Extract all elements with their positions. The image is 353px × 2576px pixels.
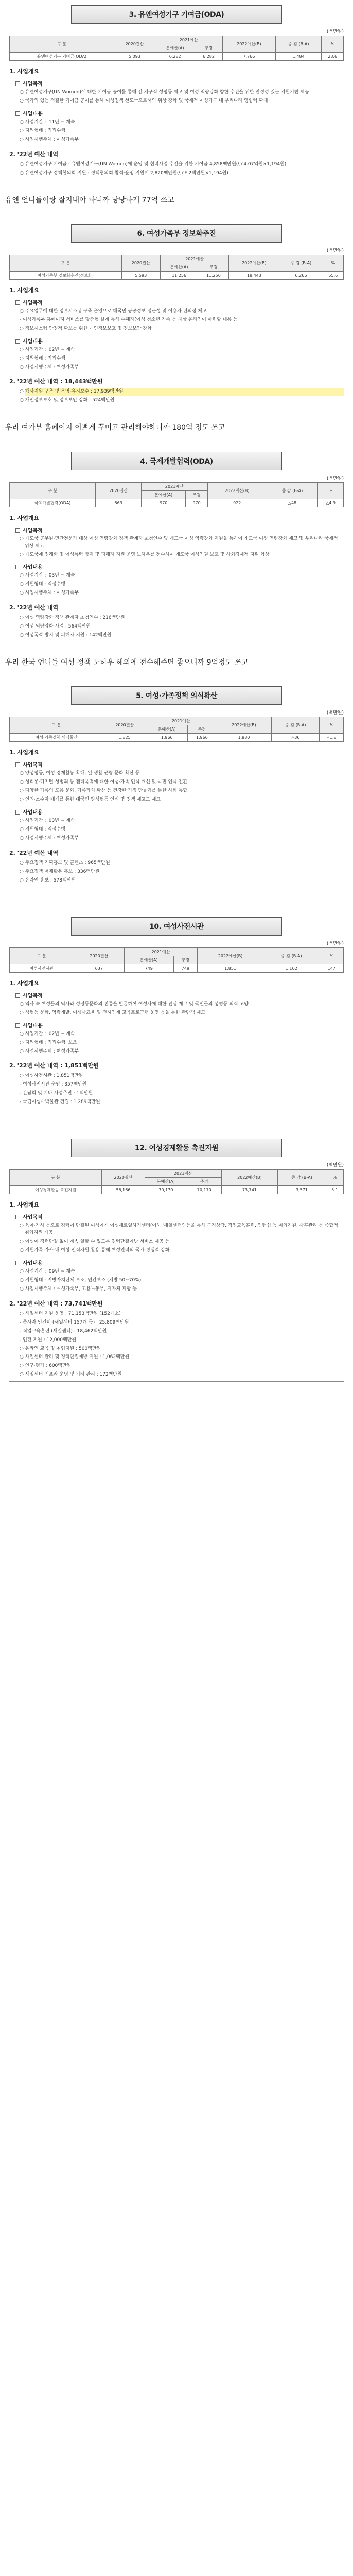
table-cell: △36 [272, 734, 320, 742]
table-cell: 6,266 [279, 271, 323, 279]
item: ○ 사업기간 : '09년 ~ 계속 [20, 1268, 75, 1274]
sec-title: 1. 사업개요 [9, 1201, 40, 1209]
table-cell: 18,443 [229, 271, 279, 279]
item: ○ 양성평등, 여성 경제활동 확대, 일·생활 균형 문화 확산 등 [20, 771, 140, 776]
item: ○ 새일센터 인프라 운영 및 기타 관리 : 172백만원 [20, 1372, 122, 1378]
table-cell: 970 [142, 499, 186, 507]
sec-title: 2. '22년 예산 내역 [9, 849, 59, 856]
table-cell: 70,170 [187, 1186, 221, 1194]
sec-title: 2. '22년 예산 내역 [9, 150, 59, 158]
item: ○ 사업기간 : '02년 ~ 계속 [20, 1031, 75, 1037]
table-cell: 5,593 [121, 271, 160, 279]
item: ○ 지원형태 : 직접수행, 보조 [20, 1040, 78, 1045]
section-4-oda [0, 447, 353, 646]
table-header-cell: 추경 [198, 263, 229, 271]
table-header-cell: % [326, 1170, 343, 1186]
caption-1: 유엔 언니들이랑 잘지내야 하니까 낭낭하게 77억 쓰고 [5, 196, 174, 205]
item: - 여성사전시관 운영 : 357백만원 [20, 1082, 87, 1088]
table-cell: 11,256 [160, 271, 198, 279]
checkbox-icon [15, 1023, 20, 1028]
table-cell: 국제개발협력(ODA) [10, 499, 96, 507]
table-header-cell: 본예산(A) [124, 956, 173, 964]
item: ○ 주요정책 매체활용 홍보 : 336백만원 [20, 869, 100, 874]
unitrow [9, 1161, 344, 1168]
table-cell: 23.6 [322, 53, 344, 61]
table-header-cell: 구 분 [10, 1170, 102, 1186]
table-cell: △1.8 [320, 734, 344, 742]
item: ○ 주요업무에 대한 정보시스템 구축·운영으로 대국민 공공정보 접근성 및 이용자 편의성 제고 [20, 308, 207, 314]
item: ○ 주요정책 기획홍보 및 콘텐츠 : 965백만원 [20, 860, 110, 866]
table-header-cell: 구 분 [10, 482, 96, 499]
table-header-cell: 2022예산(B) [221, 1170, 277, 1186]
item: ○ 유엔여성기구 정책협의회 지원 : 정책협의회 참석·운영 지원비 2,820백만원(\'\'F 2백만원×1,194원) [20, 170, 228, 176]
table-header-cell: 2021예산 [155, 36, 222, 44]
table-header-cell: 2021예산 [142, 482, 208, 490]
sub-title: 사업목적 [15, 298, 344, 306]
checkbox-icon [15, 565, 20, 569]
checkbox-icon [15, 339, 20, 344]
budget-table [9, 947, 344, 973]
item: ○ 사업시행주체 : 여성가족부 [20, 836, 79, 841]
item: ○ 지원형태 : 지방자치단체 보조, 민간보조 (지방 50~70%) [20, 1277, 142, 1283]
footer-bar [9, 1381, 344, 1382]
table-cell: 563 [96, 499, 142, 507]
table-cell: 55.6 [323, 271, 343, 279]
item: ○ 여성폭력 방지 및 피해자 지원 : 142백만원 [20, 633, 112, 638]
table-cell: 1,825 [103, 734, 146, 742]
item: - 종사자 인건비 (새일센터 157개 등) : 25,809백만원 [20, 1319, 129, 1325]
table-cell: 6,282 [195, 53, 222, 61]
table-cell: 1,966 [188, 734, 216, 742]
item: ○ 여성 역량강화 정책 관계자 초청연수 : 216백만원 [20, 615, 125, 621]
sub-title: 사업목적 [15, 1213, 344, 1221]
table-cell: 여성경제활동 촉진지원 [10, 1186, 102, 1194]
sub-title: 사업내용 [15, 808, 344, 816]
item: ○ 정보시스템 안정적 확보를 위한 개인정보보호 및 정보보안 강화 [20, 326, 152, 331]
text: (백만원) [326, 29, 344, 35]
item: ○ 행사지원 구축 및 운영·유지보수 : 17,939백만원 [25, 388, 344, 396]
table-cell: 여성사전시관 [10, 964, 74, 972]
table-header-cell: 2021예산 [145, 1170, 221, 1178]
checkbox-icon [15, 993, 20, 998]
checkbox-icon [15, 300, 20, 305]
sub-title: 사업목적 [15, 79, 344, 87]
budget-table [9, 482, 344, 507]
table-cell: 여성·가족정책 의식확산 [10, 734, 103, 742]
table-cell: 73,741 [221, 1186, 277, 1194]
table-header-cell: 2020결산 [74, 947, 124, 964]
sub-title: 사업목적 [15, 760, 344, 768]
table-header-cell: 본예산(A) [145, 1178, 187, 1186]
item: ○ 지원형태 : 직접수행 [20, 128, 66, 133]
item: ○ 지원형태 : 직접수행 [20, 355, 66, 361]
item: ○ 새일센터 관리 및 경력단절예방 지원 : 1,062백만원 [20, 1354, 130, 1360]
item: ○ 개도국에 정례화 및 여성폭력 방지 및 피해자 지원 운영 노하우를 전수하여 개도국 여성인권 보호 및 사회경제적 지위 향상 [20, 552, 270, 557]
section-10-herstory [0, 912, 353, 1113]
text: (백만원) [326, 941, 344, 946]
table-header-cell: 증 감 (B-A) [263, 947, 320, 964]
sub-title: 사업내용 [15, 337, 344, 345]
table-header-cell: % [323, 255, 343, 271]
item: ○ 육아·가사 등으로 경력이 단절된 여성에게 여성새로일하기센터(이하 '새일센터') 등을 통해 구직상담, 직업교육훈련, 인턴십 등 취업지원, 사후관리 등 종합적 취업지원 제공 [20, 1223, 338, 1236]
table-cell: 여성가족부 정보화추진(정보화) [10, 271, 122, 279]
table-cell: 1,102 [263, 964, 320, 972]
sec-title: 2. '22년 예산 내역 : 73,741백만원 [9, 1300, 103, 1307]
unitrow [9, 940, 344, 946]
table-cell: 유엔여성기구 기여금(ODA) [10, 53, 114, 61]
table-header-cell: 2020결산 [121, 255, 160, 271]
table-header-cell: 구 분 [10, 255, 122, 271]
table-header-cell: 2020결산 [96, 482, 142, 499]
item: ○ 다양한 가족의 포용 문화, 가족가치 확산 등 건강한 가정 만들기를 통한 사회 통합 [20, 788, 188, 794]
table-header-cell: % [318, 482, 344, 499]
budget-table [9, 1169, 344, 1194]
table-header-cell: 본예산(A) [155, 44, 195, 53]
sec-title: 1. 사업개요 [9, 749, 40, 756]
budget-table [9, 36, 344, 61]
section-title: 3. 유엔여성기구 기여금(ODA) [71, 5, 282, 24]
table-header-cell: 2022예산(B) [198, 947, 263, 964]
table-header-cell: 증 감 (B-A) [279, 255, 323, 271]
item: ○ 유엔여성기구 기여금 : 유엔여성기구(UN Women)에 운영 및 협력사업 추진을 위한 기여금 4,858백만원(\'\'4.07억원×1,194원) [20, 161, 287, 167]
item: ○ 지원형태 : 직접수행 [20, 827, 66, 833]
section-5-awareness [0, 681, 353, 891]
table-cell: 3,571 [278, 1186, 326, 1194]
table-cell: 637 [74, 964, 124, 972]
table-cell: 970 [186, 499, 207, 507]
sub-title: 사업목적 [15, 991, 344, 999]
section-title: 10. 여성사전시관 [71, 917, 282, 936]
checkbox-icon [15, 111, 20, 116]
checkbox-icon [15, 1261, 20, 1265]
item: ○ 사업기간 : '03년 ~ 계속 [20, 818, 75, 824]
table-header-cell: 2020결산 [101, 1170, 145, 1186]
section-title: 4. 국제개발협력(ODA) [71, 452, 282, 470]
table-cell: △48 [267, 499, 317, 507]
unitrow [9, 474, 344, 481]
unitrow [9, 709, 344, 716]
sub-title: 사업내용 [15, 563, 344, 570]
item: ○ 온라인 교육 및 취업지원 : 500백만원 [20, 1346, 101, 1351]
table-header-cell: 구 분 [10, 947, 74, 964]
item: ○ 사업시행주체 : 여성가족부 [20, 364, 79, 370]
table-cell: 749 [124, 964, 173, 972]
item: ○ 인권·소수자 배제를 통한 대국민 양성평등 인식 및 정책 제고도 제고 [20, 797, 161, 803]
table-header-cell: 2022예산(B) [222, 36, 276, 53]
item: - 간담회 및 기타 사업추진 : 1백만원 [20, 1091, 93, 1096]
table-cell: 70,170 [145, 1186, 187, 1194]
budget-table [9, 717, 344, 742]
table-cell: 7,766 [222, 53, 276, 61]
item: ○ 연구·평가 : 600백만원 [20, 1363, 72, 1369]
item: - 국립여성사박물관 건립 : 1,289백만원 [20, 1099, 100, 1105]
table-cell: 1,966 [146, 734, 188, 742]
item: ○ 온라인 홍보 : 578백만원 [20, 877, 76, 883]
item: ○ 개도국 공무원·민간전문가 대상 여성 역량강화 정책 관계자 초청연수 및 개도국 여성 역량강화 지원을 통하여 개도국 여성 역량강화 제고 및 우리나라 국제적 위상 제고 [20, 536, 338, 549]
table-header-cell: % [320, 947, 343, 964]
item: ○ 성평등 문화, 역량개발, 여성사교육 및 전시연계 교육프로그램 운영 등을 통한 관람객 제고 [20, 1010, 205, 1015]
section-12-economic [0, 1133, 353, 1387]
item: ○ 사업시행주체 : 여성가족부 [20, 137, 79, 142]
sec-title: 1. 사업개요 [9, 68, 40, 75]
item: ○ 사업시행주체 : 여성가족부 [20, 1048, 79, 1054]
text: (백만원) [326, 476, 344, 481]
sec-title: 1. 사업개요 [9, 286, 40, 294]
table-header-cell: 증 감 (B-A) [276, 36, 322, 53]
sec-title: 2. '22년 예산 내역 : 18,443백만원 [9, 378, 103, 385]
table-header-cell: 추경 [187, 1178, 221, 1186]
item: ○ 지원형태 : 직접수행 [20, 582, 66, 587]
text: (백만원) [326, 710, 344, 716]
table-cell: 1,930 [216, 734, 272, 742]
table-cell: 1,484 [276, 53, 322, 61]
item: - 인턴 지원 : 12,000백만원 [20, 1337, 77, 1343]
sec-title: 1. 사업개요 [9, 979, 40, 987]
checkbox-icon [15, 81, 20, 86]
item: ○ 유엔여성기구(UN Women)에 대한 기여금 공여를 통해 전 지구적 성평등 제고 및 여성 역량강화 향한 추진을 위한 안정성 있는 지원기반 제공 [20, 90, 309, 95]
item: ○ 여성이 경력단절 없이 계속 일할 수 있도록 경력단절예방 서비스 제공 등 [20, 1239, 170, 1245]
table-cell: 6,282 [155, 53, 195, 61]
table-cell: 11,256 [198, 271, 229, 279]
item: ○ 지원가족 가사 내 여성 인적자원 활용 통해 여성인력의 국가 경쟁력 강화 [20, 1248, 170, 1253]
table-header-cell: 증 감 (B-A) [272, 717, 320, 734]
checkbox-icon [15, 810, 20, 815]
table-header-cell: 추경 [186, 490, 207, 499]
item: ○ 사업기간 : '02년 ~ 계속 [20, 347, 75, 352]
table-header-cell: 본예산(A) [142, 490, 186, 499]
item: - 직업교육훈련 (새일센터) : 18,462백만원 [20, 1328, 107, 1334]
sec-title: 2. '22년 예산 내역 : 1,851백만원 [9, 1062, 99, 1070]
sec-title: 2. '22년 예산 내역 [9, 604, 59, 612]
item: ○ 여성사전시관 : 1,851백만원 [20, 1073, 83, 1079]
table-cell: 1,851 [198, 964, 263, 972]
table-cell: △4.9 [318, 499, 344, 507]
caption-3: 우리 한국 언니들 여성 정책 노하우 해외에 전수해주면 좋으니까 9억정도 쓰고 [5, 658, 249, 667]
item: ○ 국가의 있는 적절한 기여금 공여를 통해 여성정책 선도국으로서의 위상 강화 및 국제적 여성기구 내 우리나라 영향력 확대 [20, 98, 268, 104]
checkbox-icon [15, 762, 20, 767]
item: ○ 여성 역량강화 사업 : 564백만원 [20, 624, 91, 630]
table-cell: 749 [173, 964, 198, 972]
table-header-cell: 추경 [188, 725, 216, 734]
table-header-cell: 2022예산(B) [207, 482, 267, 499]
table-header-cell: 2021예산 [146, 717, 216, 725]
table-header-cell: % [322, 36, 344, 53]
sec-title: 1. 사업개요 [9, 514, 40, 521]
table-header-cell: 2020결산 [114, 36, 155, 53]
budget-table [9, 255, 344, 280]
section-title: 12. 여성경제활동 촉진지원 [71, 1139, 282, 1157]
sub-title: 사업내용 [15, 1021, 344, 1029]
table-header-cell: 구 분 [10, 717, 103, 734]
table-header-cell: % [320, 717, 344, 734]
table-cell: 5.1 [326, 1186, 343, 1194]
table-header-cell: 2021예산 [160, 255, 229, 263]
table-header-cell: 증 감 (B-A) [267, 482, 317, 499]
item: ○ 새일센터 지원 운영 : 71,153백만원 (152개소) [20, 1311, 121, 1316]
section-title: 6. 여성가족부 정보화추진 [71, 224, 282, 243]
text: (백만원) [326, 248, 344, 253]
table-cell: 56,166 [101, 1186, 145, 1194]
table-header-cell: 증 감 (B-A) [278, 1170, 326, 1186]
section-title: 5. 여성·가족정책 의식확산 [71, 686, 282, 705]
item: ○ 성희롱·디지털 성범죄 등 젠더폭력에 대한 여성·가족 인식 개선 및 국민 인식 전환 [20, 779, 188, 785]
table-header-cell: 추경 [173, 956, 198, 964]
unitrow [9, 28, 344, 35]
table-header-cell: 본예산(A) [146, 725, 188, 734]
item: ○ 사업기간 : '03년 ~ 계속 [20, 573, 75, 579]
table-header-cell: 2021예산 [124, 947, 197, 956]
sub-title: 사업내용 [15, 109, 344, 117]
section-3-un-women [0, 0, 353, 184]
unitrow [9, 247, 344, 253]
text: (백만원) [326, 1163, 344, 1168]
item: - 여성가족부 홈페이지 서비스를 맞춤형 설계 통해 수혜자(여성·청소년·가족 등 대상 온라인이 마련할 내용 등 [20, 317, 238, 323]
checkbox-icon [15, 528, 20, 533]
item: ○ 사업시행주체 : 여성가족부, 고용노동부, 지자체·지방 등 [20, 1286, 137, 1292]
table-cell: 147 [320, 964, 343, 972]
checkbox-icon [15, 1215, 20, 1219]
section-6-informatization [0, 219, 353, 412]
item: ○ 역사 속 여성들의 역사와 성평등문화의 전통을 발굴하여 여성사에 대한 관심 제고 및 국민들의 성평등 의식 고양 [20, 1001, 249, 1007]
caption-2: 우리 여가부 홈페이지 이쁘게 꾸미고 관리해야하니까 180억 정도 쓰고 [5, 423, 225, 432]
item: ○ 사업기간 : '11년 ~ 계속 [20, 119, 75, 125]
table-header-cell: 구 분 [10, 36, 114, 53]
sub-title: 사업목적 [15, 526, 344, 534]
table-cell: 922 [207, 499, 267, 507]
item: ○ 개인정보보호 및 정보보안 강화 : 524백만원 [20, 398, 115, 403]
table-header-cell: 2022예산(B) [216, 717, 272, 734]
table-header-cell: 2020결산 [103, 717, 146, 734]
item: ○ 사업시행주체 : 여성가족부 [20, 590, 79, 596]
table-cell: 5,093 [114, 53, 155, 61]
table-header-cell: 본예산(A) [160, 263, 198, 271]
table-header-cell: 추경 [195, 44, 222, 53]
table-header-cell: 2022예산(B) [229, 255, 279, 271]
sub-title: 사업내용 [15, 1259, 344, 1266]
